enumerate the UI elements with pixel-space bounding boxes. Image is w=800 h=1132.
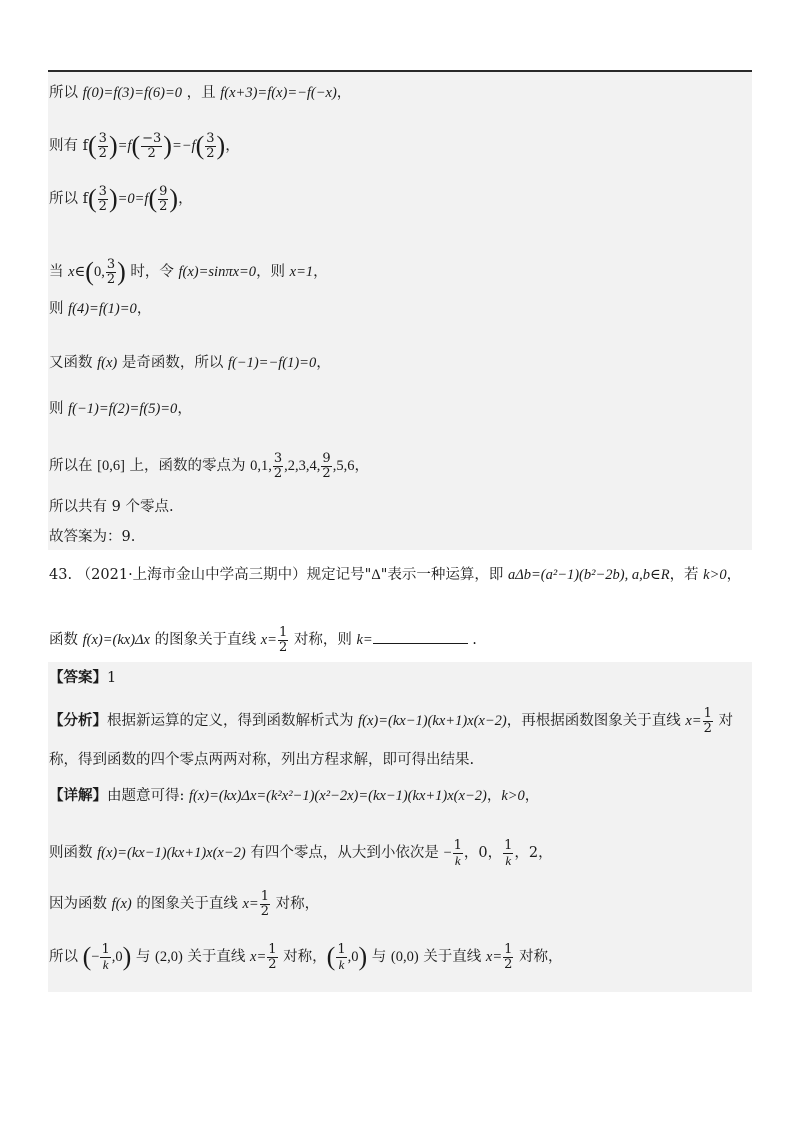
- detail-line: 所以 (− $\frac{1}{k}$ ,0) 与 (2,0) 关于直线 x= $\frac{1}{2}$ 对称，( $\frac{1}{k}$ ,0) 与 (0,0) 关于直线 x= $\frac{1}{2}$ 对称，: [49, 942, 563, 972]
- text-line: 所以共有 9 个零点.: [49, 499, 174, 515]
- text-line: 所以 f(0)=f(3)=f(6)=0 ，且 f(x+3)=f(x)=−f(−x)，: [49, 85, 352, 101]
- fraction: $\frac{9}{2}$: [159, 184, 168, 214]
- fraction: $\frac{1}{k}$: [101, 942, 110, 972]
- fraction: $\frac{1}{k}$: [453, 838, 462, 868]
- fraction: $\frac{3}{2}$: [206, 131, 215, 161]
- text-line: 则 f(−1)=f(2)=f(5)=0，: [49, 401, 192, 417]
- analysis-line: 【分析】根据新运算的定义，得到函数解析式为 f(x)=(kx−1)(kx+1)x(x−2)，再根据函数图象关于直线 x= $\frac{1}{2}$ 对: [49, 706, 733, 736]
- fraction: $\frac{3}{2}$: [106, 257, 116, 287]
- question-43-line: 43. （2021·上海市金山中学高三期中）规定记号"Δ"表示一种运算，即 aΔb=(a²−1)(b²−2b), a,b∈R，若 k>0，: [49, 567, 742, 583]
- fraction: $\frac{1}{2}$: [703, 706, 712, 736]
- detail-line: 则函数 f(x)=(kx−1)(kx+1)x(x−2) 有四个零点，从大到小依次是 − $\frac{1}{k}$ ，0， $\frac{1}{k}$ ，2，: [49, 838, 553, 868]
- fraction: $\frac{1}{k}$: [337, 942, 346, 972]
- text-line: 则 f(4)=f(1)=0，: [49, 301, 152, 317]
- answer-blank[interactable]: [373, 643, 468, 644]
- fraction: $\frac{1}{2}$: [278, 625, 288, 655]
- text-line: 故答案为：9.: [49, 529, 136, 545]
- text-line: 所以 f( $\frac{3}{2}$ )=0=f( $\frac{9}{2}$ )，: [49, 184, 193, 214]
- text-line: 又函数 f(x) 是奇函数，所以 f(−1)=−f(1)=0，: [49, 355, 331, 371]
- fraction: $\frac{-3}{2}$: [142, 131, 162, 161]
- fraction: $\frac{3}{2}$: [273, 451, 283, 481]
- fraction: $\frac{1}{2}$: [504, 942, 513, 972]
- fraction: $\frac{3}{2}$: [98, 184, 107, 214]
- detail-line: 因为函数 f(x) 的图象关于直线 x= $\frac{1}{2}$ 对称，: [49, 889, 320, 919]
- answer-line: 【答案】1: [49, 669, 117, 686]
- question-43-line: 函数 f(x)=(kx)Δx 的图象关于直线 x= $\frac{1}{2}$ 对称，则 k= .: [49, 625, 477, 655]
- fraction: $\frac{9}{2}$: [322, 451, 331, 481]
- fraction: $\frac{3}{2}$: [98, 131, 107, 161]
- text-line: 则有 f( $\frac{3}{2}$ )=f( $\frac{-3}{2}$ )=−f( $\frac{3}{2}$ )，: [49, 131, 240, 161]
- fraction: $\frac{1}{2}$: [260, 889, 269, 919]
- detail-line: 【详解】由题意可得: f(x)=(kx)Δx=(k²x²−1)(x²−2x)=(kx−1)(kx+1)x(x−2)，k>0，: [49, 787, 540, 804]
- text-line: 所以在 [0,6] 上，函数的零点为 0,1, $\frac{3}{2}$ ,2,3,4, $\frac{9}{2}$ ,5,6，: [49, 451, 369, 481]
- fraction: $\frac{1}{2}$: [268, 942, 277, 972]
- fraction: $\frac{1}{k}$: [504, 838, 513, 868]
- analysis-line: 称，得到函数的四个零点两两对称，列出方程求解，即可得出结果.: [49, 752, 475, 768]
- text-line: 当 x∈(0, $\frac{3}{2}$ ) 时，令 f(x)=sinπx=0，则 x=1，: [49, 257, 328, 287]
